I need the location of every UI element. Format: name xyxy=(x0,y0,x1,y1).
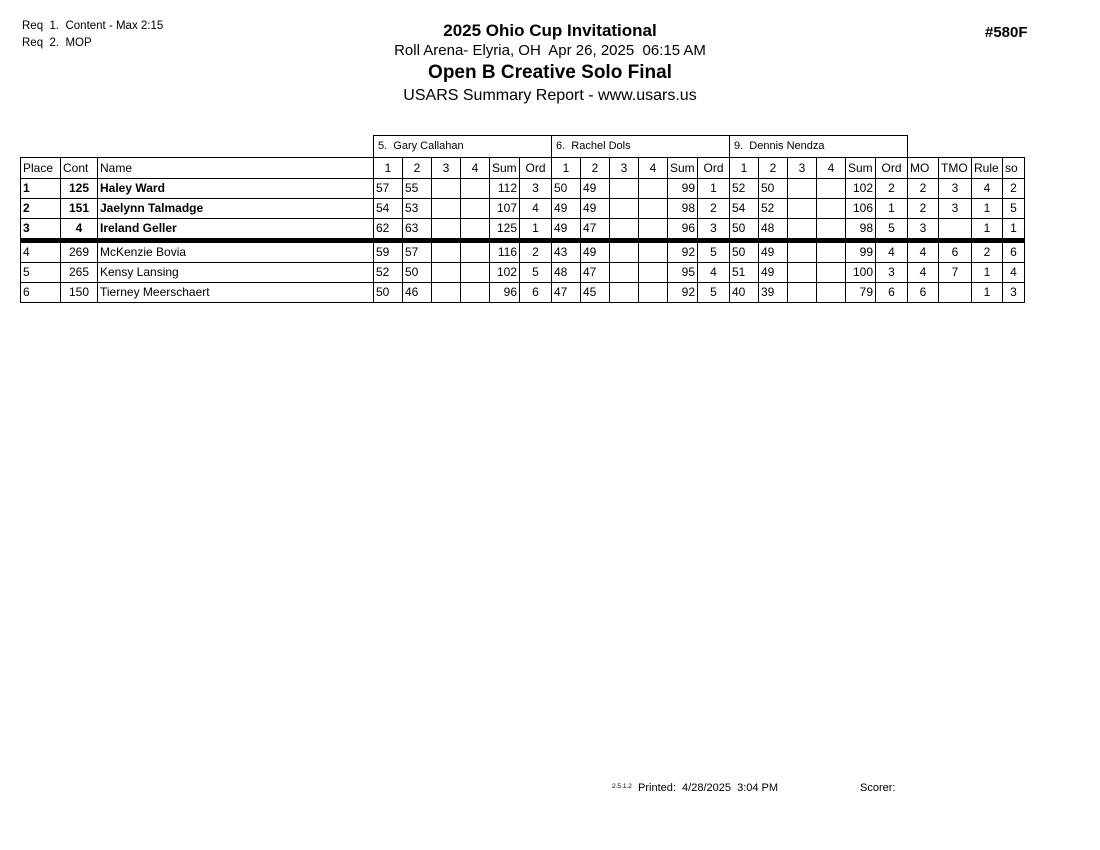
report-title: USARS Summary Report - www.usars.us xyxy=(403,87,697,104)
so-cell: 4 xyxy=(1003,263,1025,283)
ordinal-cell: 4 xyxy=(520,199,552,219)
score-cell xyxy=(639,241,668,263)
score-cell: 57 xyxy=(374,179,403,199)
score-cell xyxy=(432,241,461,263)
header-score-2: 2 xyxy=(403,158,432,179)
score-cell: 55 xyxy=(403,179,432,199)
skater-name-cell: Haley Ward xyxy=(98,179,374,199)
header-score-3: 3 xyxy=(610,158,639,179)
mo-cell: 6 xyxy=(908,283,939,303)
score-cell: 52 xyxy=(759,199,788,219)
results-table xyxy=(20,135,1025,303)
rule-cell: 4 xyxy=(972,179,1003,199)
place-cell: 2 xyxy=(21,199,61,219)
contestant-number-cell: 265 xyxy=(61,263,98,283)
score-cell: 63 xyxy=(403,219,432,241)
header-score-1: 1 xyxy=(374,158,403,179)
score-cell xyxy=(610,199,639,219)
ordinal-cell: 2 xyxy=(520,241,552,263)
sum-cell: 95 xyxy=(668,263,698,283)
so-cell: 1 xyxy=(1003,219,1025,241)
ordinal-cell: 3 xyxy=(520,179,552,199)
score-cell xyxy=(461,241,490,263)
software-version: 2.5.1.2 xyxy=(612,783,632,790)
ordinal-cell: 4 xyxy=(876,241,908,263)
header-ord: Ord xyxy=(876,158,908,179)
score-cell xyxy=(817,263,846,283)
table-row xyxy=(21,199,1025,219)
mo-cell: 4 xyxy=(908,241,939,263)
title-block xyxy=(0,20,1100,107)
score-cell: 59 xyxy=(374,241,403,263)
sum-cell: 100 xyxy=(846,263,876,283)
scorer-label: Scorer: xyxy=(860,782,896,794)
sum-cell: 116 xyxy=(490,241,520,263)
score-cell xyxy=(432,199,461,219)
so-cell: 3 xyxy=(1003,283,1025,303)
score-cell: 48 xyxy=(552,263,581,283)
place-cell: 4 xyxy=(21,241,61,263)
header-score-1: 1 xyxy=(730,158,759,179)
score-cell xyxy=(461,283,490,303)
score-cell xyxy=(432,179,461,199)
score-cell: 49 xyxy=(581,241,610,263)
header-rule: Rule xyxy=(972,158,1003,179)
place-cell: 1 xyxy=(21,179,61,199)
ordinal-cell: 1 xyxy=(876,199,908,219)
so-cell: 5 xyxy=(1003,199,1025,219)
score-cell: 50 xyxy=(552,179,581,199)
header-so: so xyxy=(1003,158,1025,179)
sum-cell: 99 xyxy=(846,241,876,263)
score-cell: 45 xyxy=(581,283,610,303)
score-cell xyxy=(461,263,490,283)
header-sum: Sum xyxy=(668,158,698,179)
so-cell: 6 xyxy=(1003,241,1025,263)
ordinal-cell: 1 xyxy=(698,179,730,199)
score-cell: 51 xyxy=(730,263,759,283)
place-cell: 5 xyxy=(21,263,61,283)
printed-timestamp: Printed: 4/28/2025 3:04 PM xyxy=(638,782,779,794)
table-row xyxy=(21,263,1025,283)
score-cell xyxy=(788,219,817,241)
score-cell: 40 xyxy=(730,283,759,303)
sum-cell: 96 xyxy=(668,219,698,241)
header-score-4: 4 xyxy=(817,158,846,179)
ordinal-cell: 5 xyxy=(698,283,730,303)
score-cell xyxy=(817,283,846,303)
rule-cell: 2 xyxy=(972,241,1003,263)
score-cell xyxy=(788,199,817,219)
judge-header-spacer-left xyxy=(21,136,374,158)
score-cell: 39 xyxy=(759,283,788,303)
score-cell: 49 xyxy=(759,263,788,283)
tmo-cell: 7 xyxy=(939,263,972,283)
header-score-4: 4 xyxy=(639,158,668,179)
score-cell xyxy=(610,179,639,199)
header-score-1: 1 xyxy=(552,158,581,179)
sum-cell: 98 xyxy=(846,219,876,241)
contestant-number-cell: 4 xyxy=(61,219,98,241)
skater-name-cell: Ireland Geller xyxy=(98,219,374,241)
score-cell: 47 xyxy=(581,219,610,241)
score-cell xyxy=(461,199,490,219)
mo-cell: 2 xyxy=(908,199,939,219)
header-mo: MO xyxy=(908,158,939,179)
ordinal-cell: 4 xyxy=(698,263,730,283)
requirement-line-1: Req 1. Content - Max 2:15 xyxy=(22,20,164,32)
score-cell xyxy=(461,179,490,199)
score-cell: 49 xyxy=(581,179,610,199)
contestant-number-cell: 269 xyxy=(61,241,98,263)
judge-header-spacer-right xyxy=(908,136,1025,158)
sum-cell: 99 xyxy=(668,179,698,199)
score-cell xyxy=(788,263,817,283)
rule-cell: 1 xyxy=(972,219,1003,241)
table-row xyxy=(21,241,1025,263)
header-score-2: 2 xyxy=(581,158,610,179)
tmo-cell xyxy=(939,219,972,241)
sum-cell: 112 xyxy=(490,179,520,199)
ordinal-cell: 1 xyxy=(520,219,552,241)
mo-cell: 4 xyxy=(908,263,939,283)
tmo-cell: 6 xyxy=(939,241,972,263)
header-name: Name xyxy=(98,158,374,179)
header-score-4: 4 xyxy=(461,158,490,179)
ordinal-cell: 3 xyxy=(876,263,908,283)
sum-cell: 102 xyxy=(846,179,876,199)
score-cell xyxy=(432,263,461,283)
judge-name-2: 6. Rachel Dols xyxy=(552,136,730,158)
header-score-3: 3 xyxy=(788,158,817,179)
event-title: 2025 Ohio Cup Invitational xyxy=(443,21,657,40)
requirement-line-2: Req 2. MOP xyxy=(22,37,92,49)
ordinal-cell: 3 xyxy=(698,219,730,241)
score-cell: 49 xyxy=(552,219,581,241)
header-place: Place xyxy=(21,158,61,179)
sum-cell: 125 xyxy=(490,219,520,241)
header-tmo: TMO xyxy=(939,158,972,179)
sum-cell: 92 xyxy=(668,283,698,303)
sum-cell: 79 xyxy=(846,283,876,303)
table-row xyxy=(21,283,1025,303)
header-score-3: 3 xyxy=(432,158,461,179)
sum-cell: 102 xyxy=(490,263,520,283)
skater-name-cell: Jaelynn Talmadge xyxy=(98,199,374,219)
ordinal-cell: 5 xyxy=(520,263,552,283)
sum-cell: 92 xyxy=(668,241,698,263)
score-cell xyxy=(788,283,817,303)
score-cell xyxy=(817,179,846,199)
so-cell: 2 xyxy=(1003,179,1025,199)
score-cell: 53 xyxy=(403,199,432,219)
tmo-cell: 3 xyxy=(939,179,972,199)
place-cell: 3 xyxy=(21,219,61,241)
skater-name-cell: Tierney Meerschaert xyxy=(98,283,374,303)
sum-cell: 98 xyxy=(668,199,698,219)
sum-cell: 106 xyxy=(846,199,876,219)
score-cell: 52 xyxy=(374,263,403,283)
score-cell: 46 xyxy=(403,283,432,303)
score-cell: 48 xyxy=(759,219,788,241)
sum-cell: 107 xyxy=(490,199,520,219)
score-cell: 49 xyxy=(759,241,788,263)
score-cell: 57 xyxy=(403,241,432,263)
score-cell xyxy=(610,263,639,283)
score-cell xyxy=(610,283,639,303)
score-cell xyxy=(432,283,461,303)
score-cell: 50 xyxy=(403,263,432,283)
score-cell xyxy=(639,199,668,219)
score-cell xyxy=(610,241,639,263)
header-ord: Ord xyxy=(698,158,730,179)
ordinal-cell: 5 xyxy=(698,241,730,263)
score-cell xyxy=(432,219,461,241)
rule-cell: 1 xyxy=(972,283,1003,303)
score-cell xyxy=(788,241,817,263)
ordinal-cell: 2 xyxy=(876,179,908,199)
tmo-cell xyxy=(939,283,972,303)
table-row xyxy=(21,219,1025,241)
score-cell: 50 xyxy=(759,179,788,199)
event-number: #580F xyxy=(985,24,1028,41)
header-ord: Ord xyxy=(520,158,552,179)
rule-cell: 1 xyxy=(972,199,1003,219)
rule-cell: 1 xyxy=(972,263,1003,283)
score-cell: 50 xyxy=(730,241,759,263)
score-cell: 62 xyxy=(374,219,403,241)
score-cell: 47 xyxy=(581,263,610,283)
skater-name-cell: Kensy Lansing xyxy=(98,263,374,283)
score-cell: 49 xyxy=(581,199,610,219)
contestant-number-cell: 150 xyxy=(61,283,98,303)
column-header-row xyxy=(21,158,1025,179)
header-sum: Sum xyxy=(490,158,520,179)
score-cell: 54 xyxy=(730,199,759,219)
ordinal-cell: 5 xyxy=(876,219,908,241)
score-cell xyxy=(639,179,668,199)
tmo-cell: 3 xyxy=(939,199,972,219)
score-cell xyxy=(817,199,846,219)
header-sum: Sum xyxy=(846,158,876,179)
judge-header-row xyxy=(21,136,1025,158)
mo-cell: 2 xyxy=(908,179,939,199)
venue-date: Roll Arena- Elyria, OH Apr 26, 2025 06:15 AM xyxy=(394,42,706,59)
score-cell: 43 xyxy=(552,241,581,263)
printed-line xyxy=(612,782,778,794)
score-cell xyxy=(639,263,668,283)
score-cell xyxy=(817,219,846,241)
table-row xyxy=(21,179,1025,199)
score-cell xyxy=(610,219,639,241)
score-cell xyxy=(639,283,668,303)
score-cell: 50 xyxy=(374,283,403,303)
contestant-number-cell: 151 xyxy=(61,199,98,219)
ordinal-cell: 2 xyxy=(698,199,730,219)
score-cell xyxy=(788,179,817,199)
score-cell: 47 xyxy=(552,283,581,303)
mo-cell: 3 xyxy=(908,219,939,241)
judge-name-3: 9. Dennis Nendza xyxy=(730,136,908,158)
score-cell: 54 xyxy=(374,199,403,219)
ordinal-cell: 6 xyxy=(520,283,552,303)
score-cell xyxy=(817,241,846,263)
skater-name-cell: McKenzie Bovia xyxy=(98,241,374,263)
header-score-2: 2 xyxy=(759,158,788,179)
score-cell: 52 xyxy=(730,179,759,199)
place-cell: 6 xyxy=(21,283,61,303)
score-cell xyxy=(461,219,490,241)
ordinal-cell: 6 xyxy=(876,283,908,303)
score-cell: 50 xyxy=(730,219,759,241)
division-title: Open B Creative Solo Final xyxy=(428,62,672,83)
score-cell: 49 xyxy=(552,199,581,219)
contestant-number-cell: 125 xyxy=(61,179,98,199)
sum-cell: 96 xyxy=(490,283,520,303)
score-cell xyxy=(639,219,668,241)
judge-name-1: 5. Gary Callahan xyxy=(374,136,552,158)
header-cont: Cont xyxy=(61,158,98,179)
